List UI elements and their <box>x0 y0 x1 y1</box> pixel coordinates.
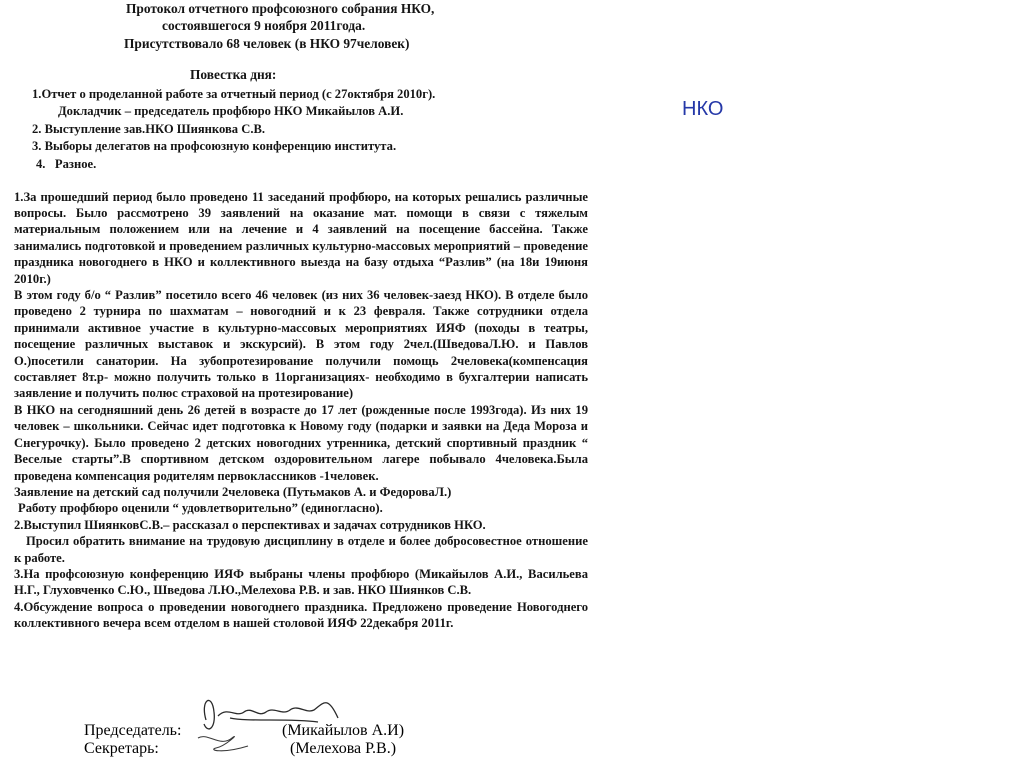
section-gap <box>14 174 588 189</box>
agenda-item-1-speaker: Докладчик – председатель профбюро НКО Микайылов А.И. <box>58 104 404 119</box>
doc-title-line-1: Протокол отчетного профсоюзного собрания НКО, <box>126 1 435 16</box>
signature-chairman <box>84 722 584 740</box>
agenda-item-3: 3. Выборы делегатов на профсоюзную конференцию института. <box>32 139 397 154</box>
paragraph-razliv: В этом году б/о “ Разлив” посетило всего 46 человек (из них 36 человек-заезд НКО). В отделе было проведено 2 турнира по шахматам – новогодний и к 23 февраля. Также сотрудники отдела принимали активное участие в культурно-массовых мероприятиях ИЯФ (походы в театры, посещение различных выставок и экскурсий). В этом году 2чел.(ШведоваЛ.Ю. и Павлов О.)посетили санатории. На зубопротезирование получили помощь 2человека(компенсация составляет 8т.р- можно получить только в 11организациях- необходимо в бухгалтерии написать заявление и получить полюс страховой на протезирование) <box>14 288 588 401</box>
signature-name-secretary: (Мелехова Р.В.) <box>290 740 397 757</box>
paragraph-kindergarten: Заявление на детский сад получили 2человека (Путьмаков А. и ФедороваЛ.) <box>14 484 452 499</box>
signature-role-secretary: Секретарь: <box>84 740 159 757</box>
doc-title-line-3: Присутствовало 68 человек (в НКО 97человек) <box>124 35 410 51</box>
agenda-item-1: 1.Отчет о проделанной работе за отчетный период (с 27октября 2010г). <box>32 86 436 101</box>
signature-secretary <box>84 740 584 758</box>
agenda-title: Повестка дня: <box>190 67 277 83</box>
paragraph-discipline: Просил обратить внимание на трудовую дисциплину в отделе и более добросовестное отношение к работе. <box>14 534 588 565</box>
agenda-item-2: 2. Выступление зав.НКО Шиянкова С.В. <box>32 121 266 136</box>
signature-role-chairman: Председатель: <box>84 722 182 739</box>
signature-name-chairman: (Микайылов А.И) <box>282 722 405 739</box>
doc-title-line-2: состоявшегося 9 ноября 2011года. <box>162 18 366 34</box>
agenda-item-4: 4. Разное. <box>36 157 97 171</box>
nko-label: НКО <box>682 98 724 120</box>
protocol-text <box>14 0 588 632</box>
paragraph-speech: 2.Выступил ШиянковС.В.– рассказал о перспективах и задачах сотрудников НКО. <box>14 517 486 532</box>
paragraph-report: 1.За прошедший период было проведено 11 заседаний профбюро, на которых решались различные вопросы. Было рассмотрено 39 заявлений на оказание мат. помощи в связи с тяжелым материальным положением или на лечение и 4 заявлений на посещение бассейна. Также занимались подготовкой и проведением различных культурно-массовых мероприятий – проведение праздника новогоднего в НКО и коллективного выезда на базу отдыха “Разлив” (на 18и 19июня 2010г.) <box>14 189 588 286</box>
paragraph-evaluation: Работу профбюро оценили “ удовлетворительно” (единогласно). <box>18 501 383 516</box>
paragraph-children: В НКО на сегодняшний день 26 детей в возрасте до 17 лет (рожденные после 1993года). Из них 19 человек – школьники. Сейчас идет подготовка к Новому году (подарки и заявки на Деда Мороза и Снегурочку). Было проведено 2 детских новогодних утренника, детский спортивный праздник “ Веселые старты”.В спортивном детском оздоровительном лагере побывало 4человека.Была проведена компенсация родителям первоклассников -1человек. <box>14 402 588 483</box>
paragraph-delegates: 3.На профсоюзную конференцию ИЯФ выбраны члены профбюро (Микайылов А.И., Васильева Н.Г., Глуховченко С.Ю., Шведова Л.Ю.,Мелехова Р.В. и зав. НКО Шиянков С.В. <box>14 566 588 598</box>
paragraph-new-year: 4.Обсуждение вопроса о проведении новогоднего праздника. Предложено проведение Новогоднего коллективного вечера всем отделом в нашей столовой ИЯФ 22декабря 2011г. <box>14 599 588 631</box>
